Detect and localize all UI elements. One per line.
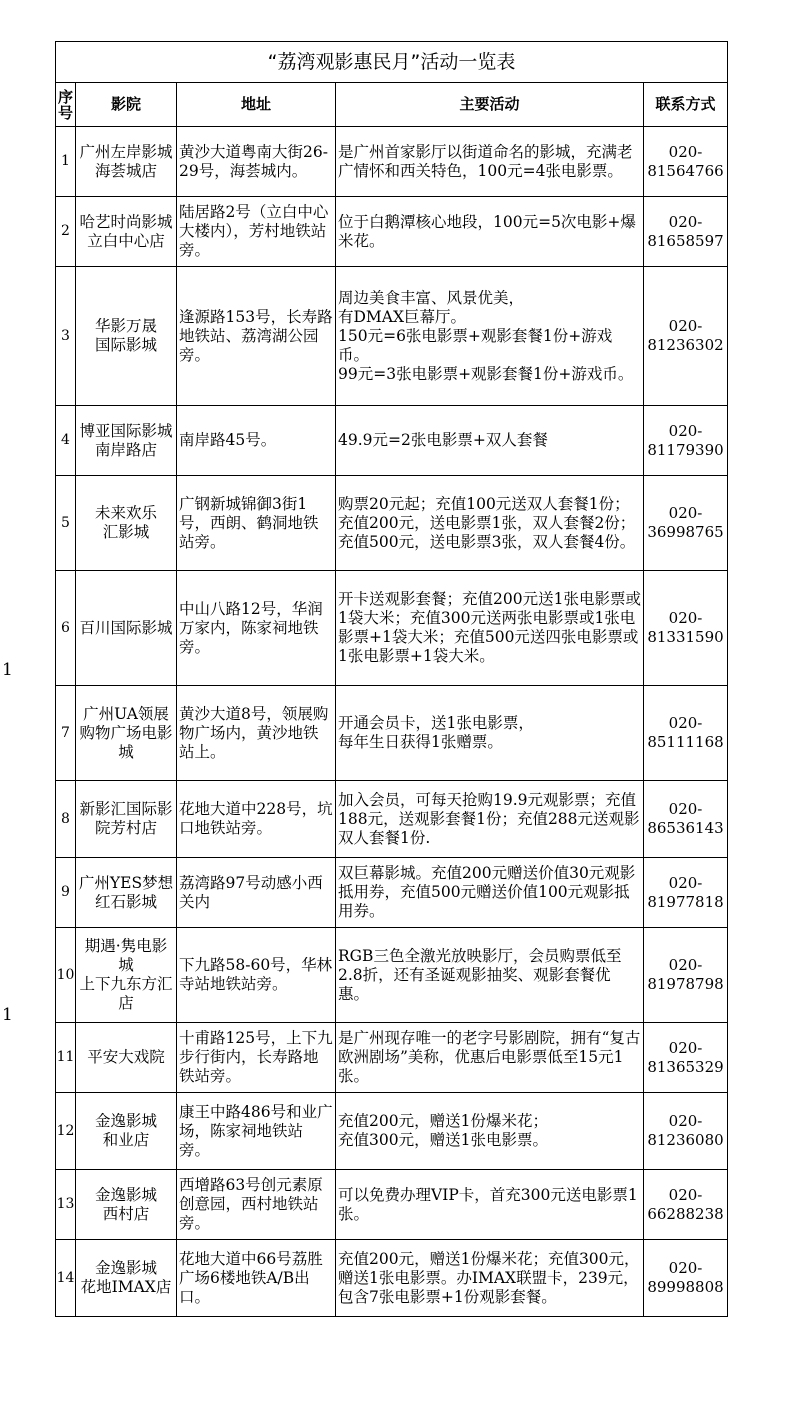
header-cinema: 影院 <box>76 83 177 127</box>
cinema-name: 广州YES梦想 红石影城 <box>76 858 177 928</box>
cinema-address: 广钢新城锦御3街1号，西朗、鹤洞地铁站旁。 <box>177 476 336 571</box>
cinema-name: 哈艺时尚影城 立白中心店 <box>76 197 177 267</box>
row-number: 5 <box>56 476 76 571</box>
cinema-name: 金逸影城 花地IMAX店 <box>76 1240 177 1317</box>
cinema-contact: 020-66288238 <box>644 1170 728 1240</box>
table-row <box>56 197 728 267</box>
cinema-address: 黄沙大道8号，领展购物广场内，黄沙地铁站上。 <box>177 686 336 781</box>
header-no: 序号 <box>56 83 76 127</box>
cinema-address: 下九路58-60号，华林寺站地铁站旁。 <box>177 928 336 1023</box>
table-row <box>56 1093 728 1170</box>
cinema-contact: 020-81236080 <box>644 1093 728 1170</box>
row-number: 1 <box>56 127 76 197</box>
table-row <box>56 1170 728 1240</box>
row-number: 10 <box>56 928 76 1023</box>
cinema-contact: 020-89998808 <box>644 1240 728 1317</box>
title-row <box>56 42 728 83</box>
table-row <box>56 127 728 197</box>
row-number: 13 <box>56 1170 76 1240</box>
cinema-contact: 020-81365329 <box>644 1023 728 1093</box>
cinema-contact: 020-36998765 <box>644 476 728 571</box>
cinema-name: 期遇·隽电影城 上下九东方汇店 <box>76 928 177 1023</box>
cinema-activity: 是广州现存唯一的老字号影剧院，拥有“复古欧洲剧场”美称，优惠后电影票低至15元1张。 <box>336 1023 644 1093</box>
cinema-contact: 020-81331590 <box>644 571 728 686</box>
row-number: 4 <box>56 406 76 476</box>
cinema-activity: RGB三色全激光放映影厅，会员购票低至2.8折，还有圣诞观影抽奖、观影套餐优惠。 <box>336 928 644 1023</box>
margin-page-mark: 1 <box>2 1005 13 1025</box>
cinema-address: 陆居路2号（立白中心大楼内），芳村地铁站旁。 <box>177 197 336 267</box>
cinema-address: 西增路63号创元素原创意园，西村地铁站旁。 <box>177 1170 336 1240</box>
cinema-activity: 双巨幕影城。充值200元赠送价值30元观影抵用券，充值500元赠送价值100元观影抵用券。 <box>336 858 644 928</box>
cinema-contact: 020-86536143 <box>644 781 728 858</box>
table-row <box>56 858 728 928</box>
cinema-activity: 加入会员，可每天抢购19.9元观影票；充值188元，送观影套餐1份；充值288元送观影双人套餐1份. <box>336 781 644 858</box>
header-row <box>56 83 728 127</box>
table-row <box>56 267 728 406</box>
cinema-activity: 充值200元，赠送1份爆米花； 充值300元，赠送1张电影票。 <box>336 1093 644 1170</box>
cinema-address: 荔湾路97号动感小西关内 <box>177 858 336 928</box>
cinema-activity: 位于白鹅潭核心地段，100元=5次电影+爆米花。 <box>336 197 644 267</box>
cinema-contact: 020-81179390 <box>644 406 728 476</box>
cinema-address: 花地大道中228号，坑口地铁站旁。 <box>177 781 336 858</box>
cinema-activity: 周边美食丰富、风景优美， 有DMAX巨幕厅。 150元=6张电影票+观影套餐1份+游戏币。 99元=3张电影票+观影套餐1份+游戏币。 <box>336 267 644 406</box>
cinema-address: 花地大道中66号荔胜广场6楼地铁A/B出口。 <box>177 1240 336 1317</box>
table-row <box>56 686 728 781</box>
cinema-activity: 开通会员卡，送1张电影票， 每年生日获得1张赠票。 <box>336 686 644 781</box>
table-row <box>56 571 728 686</box>
cinema-contact: 020-81564766 <box>644 127 728 197</box>
cinema-activity: 可以免费办理VIP卡，首充300元送电影票1张。 <box>336 1170 644 1240</box>
row-number: 9 <box>56 858 76 928</box>
row-number: 6 <box>56 571 76 686</box>
row-number: 11 <box>56 1023 76 1093</box>
cinema-activity: 开卡送观影套餐；充值200元送1张电影票或1袋大米；充值300元送两张电影票或1张电影票+1袋大米；充值500元送四张电影票或1张电影票+1袋大米。 <box>336 571 644 686</box>
table-title: “荔湾观影惠民月”活动一览表 <box>56 42 728 83</box>
cinema-address: 黄沙大道粤南大街26-29号，海荟城内。 <box>177 127 336 197</box>
row-number: 12 <box>56 1093 76 1170</box>
cinema-address: 南岸路45号。 <box>177 406 336 476</box>
cinema-name: 广州左岸影城 海荟城店 <box>76 127 177 197</box>
cinema-address: 逢源路153号，长寿路地铁站、荔湾湖公园旁。 <box>177 267 336 406</box>
cinema-name: 博亚国际影城 南岸路店 <box>76 406 177 476</box>
header-activity: 主要活动 <box>336 83 644 127</box>
cinema-name: 广州UA领展 购物广场电影城 <box>76 686 177 781</box>
table-row <box>56 928 728 1023</box>
cinema-activity: 充值200元，赠送1份爆米花；充值300元，赠送1张电影票。办IMAX联盟卡，239元，包含7张电影票+1份观影套餐。 <box>336 1240 644 1317</box>
cinema-address: 十甫路125号，上下九步行街内，长寿路地铁站旁。 <box>177 1023 336 1093</box>
table-row <box>56 781 728 858</box>
cinema-contact: 020-85111168 <box>644 686 728 781</box>
row-number: 14 <box>56 1240 76 1317</box>
cinema-activity: 是广州首家影厅以街道命名的影城，充满老广情怀和西关特色，100元=4张电影票。 <box>336 127 644 197</box>
table-row <box>56 1240 728 1317</box>
cinema-address: 康王中路486号和业广场，陈家祠地铁站旁。 <box>177 1093 336 1170</box>
cinema-name: 未来欢乐 汇影城 <box>76 476 177 571</box>
cinema-name: 平安大戏院 <box>76 1023 177 1093</box>
cinema-activity: 49.9元=2张电影票+双人套餐 <box>336 406 644 476</box>
cinema-name: 金逸影城 西村店 <box>76 1170 177 1240</box>
row-number: 3 <box>56 267 76 406</box>
cinema-name: 百川国际影城 <box>76 571 177 686</box>
row-number: 8 <box>56 781 76 858</box>
table-row <box>56 406 728 476</box>
cinema-activity: 购票20元起；充值100元送双人套餐1份；充值200元，送电影票1张，双人套餐2份；充值500元，送电影票3张，双人套餐4份。 <box>336 476 644 571</box>
cinema-name: 金逸影城 和业店 <box>76 1093 177 1170</box>
table-row <box>56 1023 728 1093</box>
row-number: 2 <box>56 197 76 267</box>
cinema-contact: 020-81978798 <box>644 928 728 1023</box>
row-number: 7 <box>56 686 76 781</box>
header-contact: 联系方式 <box>644 83 728 127</box>
margin-page-mark: 1 <box>2 660 13 680</box>
cinema-contact: 020-81658597 <box>644 197 728 267</box>
cinema-address: 中山八路12号，华润万家内，陈家祠地铁旁。 <box>177 571 336 686</box>
cinema-contact: 020-81236302 <box>644 267 728 406</box>
table-row <box>56 476 728 571</box>
cinema-name: 华影万晟 国际影城 <box>76 267 177 406</box>
cinema-name: 新影汇国际影院芳村店 <box>76 781 177 858</box>
cinema-activity-table <box>55 41 728 1317</box>
header-address: 地址 <box>177 83 336 127</box>
cinema-contact: 020-81977818 <box>644 858 728 928</box>
